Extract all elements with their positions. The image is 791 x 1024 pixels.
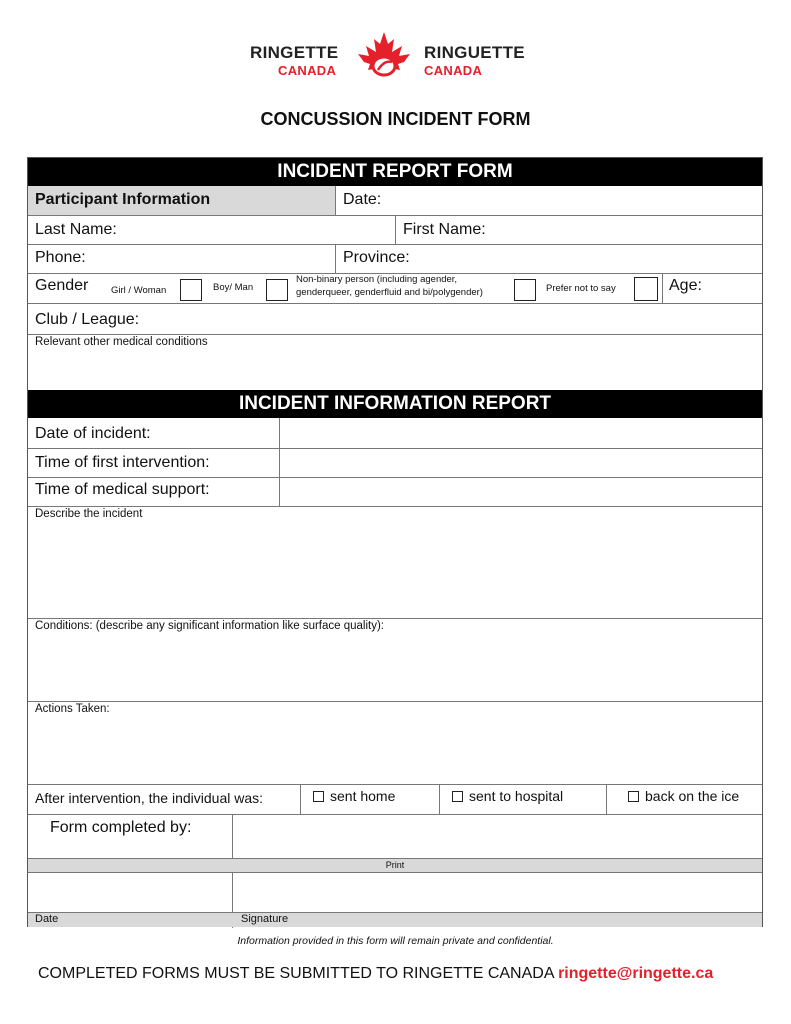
divider	[232, 814, 233, 858]
divider	[28, 506, 762, 507]
province-label: Province:	[343, 249, 410, 266]
prefer-not-label: Prefer not to say	[546, 283, 616, 294]
sent-home-option[interactable]	[313, 788, 395, 804]
sent-hospital-checkbox[interactable]	[452, 791, 463, 802]
nonbinary-checkbox[interactable]	[514, 279, 536, 301]
divider	[279, 418, 280, 506]
back-on-ice-checkbox[interactable]	[628, 791, 639, 802]
incident-report-form-header: INCIDENT REPORT FORM	[28, 158, 762, 186]
age-label: Age:	[669, 277, 702, 294]
date-of-incident-label: Date of incident:	[35, 425, 151, 442]
incident-information-header: INCIDENT INFORMATION REPORT	[28, 390, 762, 418]
prefer-not-checkbox[interactable]	[634, 277, 658, 301]
date-signature-row	[28, 912, 762, 927]
incident-form	[27, 157, 763, 927]
completed-by-field[interactable]	[234, 816, 761, 856]
back-on-ice-option[interactable]	[628, 788, 739, 804]
club-league-field[interactable]	[153, 306, 761, 334]
divider	[28, 448, 762, 449]
participant-info-label: Participant Information	[35, 191, 211, 208]
date-of-incident-field[interactable]	[281, 420, 761, 446]
medical-conditions-field[interactable]	[30, 350, 761, 388]
gender-label: Gender	[35, 277, 89, 294]
divider	[28, 244, 762, 245]
actions-taken-label: Actions Taken:	[35, 703, 110, 715]
form-completed-by-label: Form completed by:	[50, 819, 192, 836]
boy-man-label: Boy/ Man	[213, 282, 254, 293]
nonbinary-label-line1: Non-binary person (including agender,	[296, 274, 458, 285]
signature-label: Signature	[241, 913, 289, 925]
maple-leaf-icon	[354, 30, 414, 88]
boy-man-checkbox[interactable]	[266, 279, 288, 301]
first-name-field[interactable]	[498, 217, 761, 243]
divider	[335, 186, 336, 215]
logo-french-line1: RINGUETTE	[424, 43, 525, 62]
logo-french-line2: CANADA	[424, 63, 483, 78]
back-on-ice-label: back on the ice	[645, 788, 740, 804]
phone-field[interactable]	[98, 246, 333, 272]
time-medical-support-field[interactable]	[281, 479, 761, 505]
describe-incident-field[interactable]	[30, 524, 761, 616]
signature-field[interactable]	[234, 875, 761, 911]
submit-instructions	[38, 965, 713, 983]
divider	[28, 477, 762, 478]
divider	[606, 784, 607, 814]
page-title: CONCUSSION INCIDENT FORM	[260, 109, 531, 129]
divider	[395, 215, 396, 244]
girl-woman-label: Girl / Woman	[111, 285, 167, 296]
time-first-intervention-label: Time of first intervention:	[35, 454, 210, 471]
divider	[28, 701, 762, 702]
logo-english-line2: CANADA	[278, 63, 337, 78]
last-name-label: Last Name:	[35, 221, 117, 238]
divider	[335, 244, 336, 273]
ringette-canada-logo	[250, 30, 540, 90]
medical-conditions-label: Relevant other medical conditions	[35, 336, 208, 348]
date-label: Date:	[343, 191, 382, 208]
club-league-label: Club / League:	[35, 311, 140, 328]
sent-home-checkbox[interactable]	[313, 791, 324, 802]
divider	[300, 784, 301, 814]
privacy-note: Information provided in this form will remain private and confidential.	[237, 935, 554, 947]
logo-english-line1: RINGETTE	[250, 43, 339, 62]
sent-hospital-option[interactable]	[452, 788, 563, 804]
submit-text: COMPLETED FORMS MUST BE SUBMITTED TO RINGETTE CANADA	[38, 965, 559, 982]
sent-home-label: sent home	[330, 788, 396, 804]
date-signed-label: Date	[35, 913, 59, 925]
nonbinary-label-line2: genderqueer, genderfluid and bi/polygender)	[296, 287, 483, 298]
conditions-field[interactable]	[30, 636, 761, 700]
actions-taken-field[interactable]	[30, 719, 761, 782]
divider	[662, 273, 663, 303]
date-field[interactable]	[396, 188, 761, 213]
conditions-label: Conditions: (describe any significant information like surface quality):	[35, 620, 384, 632]
divider	[28, 814, 762, 815]
age-field[interactable]	[708, 275, 761, 301]
divider	[28, 334, 762, 335]
print-label: Print	[385, 860, 405, 870]
province-field[interactable]	[423, 246, 761, 272]
submit-email-link[interactable]: ringette@ringette.ca	[558, 965, 714, 982]
sent-hospital-label: sent to hospital	[469, 788, 564, 804]
time-medical-support-label: Time of medical support:	[35, 481, 210, 498]
divider	[28, 303, 762, 304]
first-name-label: First Name:	[403, 221, 486, 238]
after-intervention-label: After intervention, the individual was:	[35, 790, 264, 806]
last-name-field[interactable]	[128, 217, 393, 243]
date-signed-field[interactable]	[30, 875, 230, 911]
phone-label: Phone:	[35, 249, 86, 266]
time-first-intervention-field[interactable]	[281, 450, 761, 476]
divider	[28, 784, 762, 785]
divider	[28, 618, 762, 619]
girl-woman-checkbox[interactable]	[180, 279, 202, 301]
describe-incident-label: Describe the incident	[35, 508, 143, 520]
divider	[439, 784, 440, 814]
